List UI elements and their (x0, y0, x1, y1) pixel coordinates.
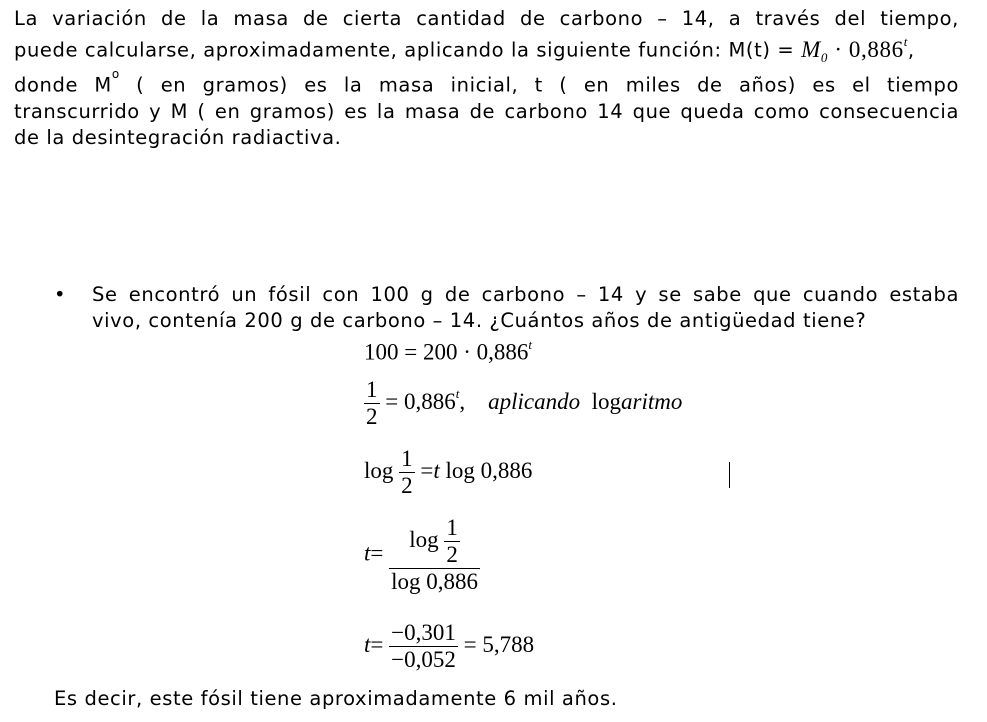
formula-subscript: 0 (820, 49, 828, 65)
eq2-fraction (364, 377, 380, 430)
formula-mass-symbol: M (801, 36, 821, 62)
intro-line-3-b: ( en gramos) es la masa inicial, t ( en miles de años) es el tiempo (136, 73, 959, 97)
eq4-fraction (389, 515, 480, 595)
eq5-equals: = (370, 631, 384, 657)
intro-line-5: de la desintegración radiactiva. (14, 126, 342, 149)
eq4-inner-denominator: 2 (446, 542, 458, 567)
intro-line-4: transcurrido y M ( en gramos) es la masa de carbono 14 que queda como consecuencia (14, 100, 959, 123)
eq4-denominator: log 0,886 (391, 569, 479, 594)
eq2-log: log (591, 388, 621, 414)
eq2-exponent: t (455, 386, 460, 402)
eq3-fraction (399, 446, 415, 499)
conclusion: Es decir, este fósil tiene aproximadamente 6 mil años. (54, 687, 618, 710)
equation-3 (364, 446, 532, 499)
eq2-comma: , (459, 388, 466, 414)
eq3-equals: = (420, 457, 434, 483)
eq2-aritmo: aritmo (621, 388, 683, 414)
intro-line-3-sup: o (111, 67, 120, 81)
eq4-equals: = (370, 540, 384, 566)
eq5-rhs: = 5,788 (463, 631, 535, 657)
eq3-denominator: 2 (401, 473, 413, 498)
eq2-rhs: = 0,886 (385, 388, 456, 414)
intro-line-2-end: , (907, 38, 915, 62)
formula-exponent: t (903, 34, 908, 49)
decay-formula (801, 34, 908, 65)
eq1-exponent: t (528, 337, 533, 352)
eq3-numerator: 1 (401, 446, 413, 471)
eq5-t: t (364, 631, 371, 657)
text-cursor (729, 462, 730, 488)
formula-base: · 0,886 (834, 36, 904, 62)
problem-line-2: vivo, contenía 200 g de carbono – 14. ¿Cuántos años de antigüedad tiene? (92, 309, 867, 332)
eq2-denominator: 2 (366, 404, 378, 429)
intro-line-3-a: donde M (14, 73, 112, 97)
equation-5 (364, 620, 534, 673)
equation-2 (364, 377, 682, 430)
equation-1 (364, 339, 532, 366)
eq4-inner-numerator: 1 (446, 515, 458, 540)
eq1-base: 100 = 200 · 0,886 (364, 339, 529, 365)
eq3-t: t (433, 457, 440, 483)
eq2-numerator: 1 (366, 377, 378, 402)
eq5-denominator: −0,052 (391, 647, 456, 672)
problem-line-1: Se encontró un fósil con 100 g de carbono – 14 y se sabe que cuando estaba (92, 283, 959, 306)
intro-line-2 (14, 36, 915, 63)
eq3-log: log (364, 457, 394, 483)
bullet: • (54, 283, 67, 306)
eq4-num-log: log (409, 526, 439, 552)
eq3-rhs: log 0,886 (445, 457, 533, 483)
intro-line-3 (14, 67, 959, 97)
equation-4 (364, 515, 480, 595)
eq4-inner-fraction (444, 515, 460, 568)
eq2-note: aplicando (488, 388, 581, 414)
eq4-t: t (364, 540, 371, 566)
intro-line-1: La variación de la masa de cierta cantidad de carbono – 14, a través del tiempo, (14, 7, 959, 30)
eq5-numerator: −0,301 (391, 620, 456, 645)
eq4-numerator (389, 515, 480, 568)
eq5-fraction (389, 620, 458, 673)
intro-line-2-text: puede calcularse, aproximadamente, aplicando la siguiente función: M(t) = (14, 38, 795, 62)
